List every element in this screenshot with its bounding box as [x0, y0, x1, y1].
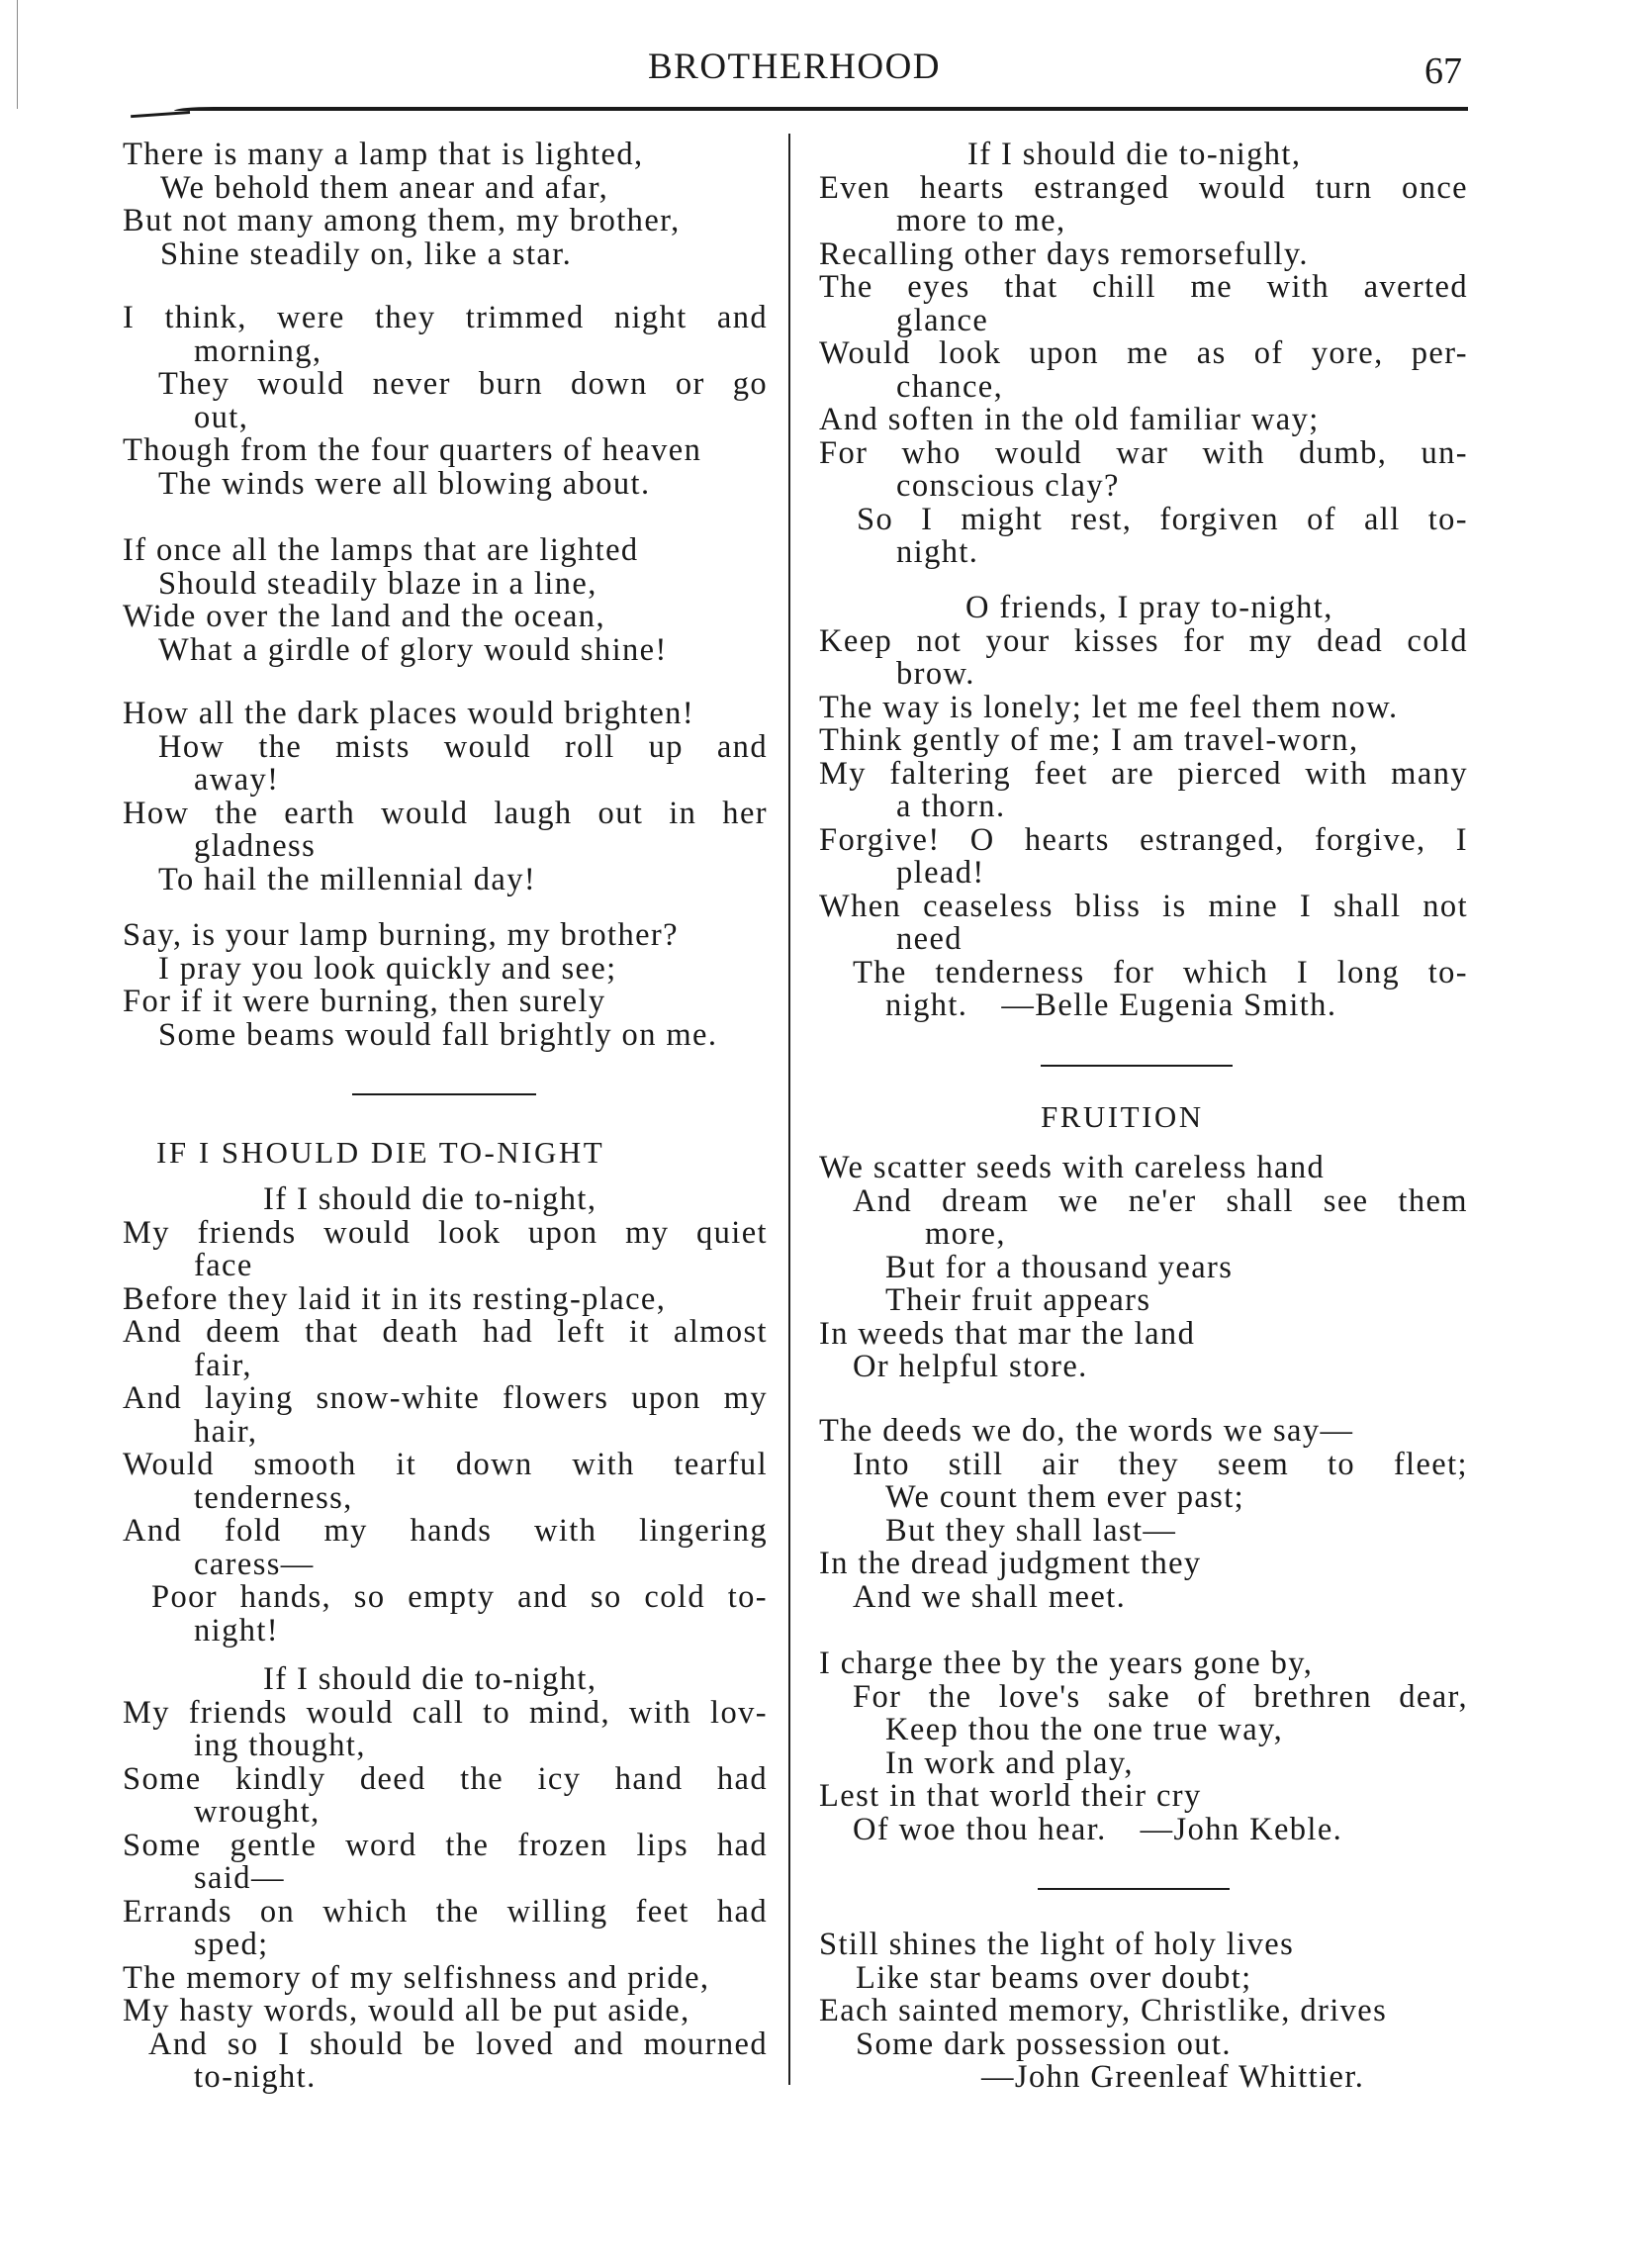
- verse-text: The way is lonely; let me feel them now.: [819, 689, 1399, 725]
- verse-text: said—: [194, 1860, 285, 1896]
- verse-text: But not many among them, my brother,: [123, 203, 681, 238]
- verse-line: [819, 724, 1468, 758]
- verse-text: Some dark possession out.: [856, 2025, 1232, 2062]
- verse-text: Keep thou the one true way,: [885, 1712, 1284, 1747]
- verse-text: Should steadily blaze in a line,: [158, 565, 597, 602]
- verse-text: How the mists would roll up and: [158, 730, 768, 764]
- verse-text: And so I should be loved and mourned: [148, 2027, 768, 2061]
- verse-line: [819, 504, 1468, 537]
- verse-text: Would look upon me as of yore, per-: [819, 337, 1468, 371]
- verse-line: [123, 1016, 768, 1053]
- poem-title-if-i-should-die: IF I SHOULD DIE TO-NIGHT: [156, 1135, 605, 1170]
- verse-line: [123, 1382, 768, 1416]
- verse-line: [819, 625, 1468, 659]
- verse-line: [819, 172, 1468, 206]
- stanza: [819, 1152, 1468, 1384]
- section-rule: [1041, 1065, 1233, 1067]
- verse-text: But they shall last—: [885, 1512, 1177, 1549]
- verse-line: [123, 1217, 768, 1251]
- verse-text: In weeds that mar the land: [819, 1315, 1196, 1352]
- poem-attribution: —John Keble.: [1140, 1811, 1343, 1847]
- verse-text: Think gently of me; I am travel-worn,: [819, 722, 1359, 758]
- stanza: [123, 919, 768, 1052]
- section-rule: [352, 1093, 536, 1095]
- verse-text: conscious clay?: [896, 468, 1120, 504]
- verse-text: For the love's sake of brethren dear,: [853, 1680, 1468, 1714]
- verse-text: night!: [194, 1612, 280, 1649]
- verse-line: [123, 1896, 768, 1930]
- verse-line: [123, 986, 768, 1019]
- verse-text: The eyes that chill me with averted: [819, 271, 1468, 305]
- verse-text: And we shall meet.: [853, 1578, 1127, 1615]
- verse-text: Keep not your kisses for my dead cold: [819, 624, 1468, 658]
- verse-text: And laying snow-white flowers upon my: [123, 1382, 768, 1416]
- verse-line: [819, 658, 1468, 692]
- verse-text: glance: [896, 302, 989, 338]
- stanza: [819, 139, 1468, 570]
- verse-text: My hasty words, would all be put aside,: [123, 1993, 690, 2028]
- verse-text: Into still air they seem to fleet;: [853, 1448, 1468, 1481]
- stanza: [123, 1183, 768, 1648]
- verse-line: [819, 824, 1468, 858]
- verse-text: hair,: [194, 1413, 258, 1450]
- verse-text: If I should die to-night,: [263, 1661, 597, 1697]
- header-rule: [174, 107, 1468, 111]
- verse-line: [819, 923, 1468, 957]
- verse-text: But for a thousand years: [885, 1249, 1234, 1285]
- verse-line: [123, 1697, 768, 1731]
- running-header-title: BROTHERHOOD: [647, 47, 942, 87]
- verse-line: [123, 798, 768, 831]
- verse-line: [819, 1315, 1468, 1352]
- verse-text: Though from the four quarters of heaven: [123, 432, 702, 468]
- verse-line: [819, 1681, 1468, 1715]
- verse-text: To hail the millennial day!: [158, 861, 537, 897]
- verse-line: [123, 1830, 768, 1863]
- verse-line: [123, 919, 768, 953]
- verse-line: [123, 1796, 768, 1830]
- verse-line: [819, 1449, 1468, 1482]
- verse-line: [123, 631, 768, 668]
- verse-line: [819, 1512, 1468, 1549]
- verse-text: The deeds we do, the words we say—: [819, 1413, 1354, 1449]
- verse-text: ing thought,: [194, 1728, 366, 1763]
- verse-text: out,: [194, 399, 249, 435]
- verse-text: The tenderness for which I long to-: [853, 956, 1468, 989]
- stanza: [123, 698, 768, 896]
- verse-text: need: [896, 921, 963, 957]
- verse-text: to-night.: [194, 2059, 317, 2095]
- verse-line: [819, 1284, 1468, 1318]
- verse-text: Some gentle word the frozen lips had: [123, 1829, 768, 1862]
- verse-line: [819, 1185, 1468, 1219]
- verse-line: [819, 791, 1468, 824]
- verse-line: [123, 1862, 768, 1896]
- verse-text: gladness: [194, 828, 317, 864]
- verse-line: [123, 601, 768, 634]
- verse-line: [819, 205, 1468, 238]
- verse-text: When ceaseless bliss is mine I shall not: [819, 890, 1468, 923]
- verse-line: [819, 1811, 1468, 1847]
- verse-line: [123, 830, 768, 864]
- stanza: [819, 1929, 1468, 2095]
- verse-text: There is many a lamp that is lighted,: [123, 137, 644, 172]
- verse-text: tenderness,: [194, 1479, 353, 1516]
- verse-text: Lest in that world their cry: [819, 1778, 1202, 1814]
- verse-line: [819, 891, 1468, 924]
- verse-text: They would never burn down or go: [158, 368, 768, 402]
- header-rule-flourish: [131, 111, 190, 118]
- verse-line: [819, 337, 1468, 371]
- verse-text: The memory of my selfishness and pride,: [123, 1959, 710, 1996]
- verse-text: And deem that death had left it almost: [123, 1316, 768, 1350]
- verse-line: [123, 1449, 768, 1482]
- verse-text: face: [194, 1248, 253, 1283]
- verse-line: [123, 1413, 768, 1450]
- verse-text: caress—: [194, 1546, 315, 1582]
- verse-text: Or helpful store.: [853, 1349, 1088, 1384]
- verse-line: [123, 731, 768, 765]
- verse-line: [819, 1744, 1468, 1781]
- verse-text: fair,: [194, 1347, 252, 1383]
- verse-line: [123, 1995, 768, 2028]
- verse-line: [123, 534, 768, 568]
- verse-text: Before they laid it in its resting-place,: [123, 1280, 667, 1317]
- verse-line: [123, 1730, 768, 1763]
- verse-line: [819, 989, 1468, 1023]
- verse-line: [819, 1929, 1468, 1962]
- verse-line: [123, 861, 768, 897]
- verse-line: [123, 698, 768, 731]
- verse-line: [123, 1347, 768, 1383]
- verse-line: [819, 592, 1468, 625]
- verse-line: [123, 1929, 768, 1962]
- verse-line: [819, 1578, 1468, 1615]
- verse-line: [123, 399, 768, 435]
- column-divider: [788, 134, 790, 2085]
- verse-line: [123, 332, 768, 369]
- verse-line: [123, 1316, 768, 1350]
- verse-text: For if it were burning, then surely: [123, 984, 606, 1019]
- verse-text: For who would war with dumb, un-: [819, 436, 1468, 470]
- verse-line: [123, 2028, 768, 2062]
- verse-text: Shine steadily on, like a star.: [160, 236, 573, 272]
- verse-text: Errands on which the willing feet had: [123, 1895, 768, 1929]
- stanza: [819, 1648, 1468, 1846]
- verse-text: Some beams would fall brightly on me.: [158, 1016, 718, 1053]
- verse-line: [819, 470, 1468, 504]
- verse-line: [123, 565, 768, 602]
- verse-text: And soften in the old familiar way;: [819, 402, 1320, 437]
- verse-text: Each sainted memory, Christlike, drives: [819, 1993, 1388, 2028]
- verse-text: And dream we ne'er shall see them: [853, 1184, 1468, 1218]
- verse-text: Of woe thou hear.: [853, 1811, 1107, 1847]
- verse-text: I charge thee by the years gone by,: [819, 1646, 1314, 1681]
- verse-line: [123, 1546, 768, 1582]
- verse-line: [123, 1763, 768, 1797]
- verse-text: The winds were all blowing about.: [158, 465, 651, 502]
- verse-line: [819, 368, 1468, 405]
- verse-line: [819, 302, 1468, 338]
- verse-line: [123, 2061, 768, 2095]
- verse-line: [123, 1183, 768, 1217]
- verse-line: [123, 238, 768, 272]
- verse-text: Their fruit appears: [885, 1282, 1151, 1318]
- section-rule: [1038, 1888, 1230, 1890]
- verse-line: [123, 1515, 768, 1549]
- verse-text: So I might rest, forgiven of all to-: [857, 503, 1468, 536]
- poem-attribution: —John Greenleaf Whittier.: [981, 2059, 1365, 2095]
- verse-text: chance,: [896, 368, 1004, 405]
- verse-line: [819, 1995, 1468, 2028]
- verse-line: [123, 1581, 768, 1615]
- verse-line: [123, 1250, 768, 1283]
- verse-line: [819, 758, 1468, 792]
- stanza: [123, 1663, 768, 2095]
- verse-text: And fold my hands with lingering: [123, 1515, 768, 1549]
- verse-text: night.: [896, 534, 979, 570]
- verse-line: [123, 1280, 768, 1317]
- verse-line: [123, 302, 768, 335]
- verse-line: [819, 957, 1468, 990]
- verse-line: [819, 1780, 1468, 1814]
- verse-line: [819, 271, 1468, 305]
- verse-text: I pray you look quickly and see;: [158, 950, 617, 987]
- verse-text: plead!: [896, 855, 985, 891]
- verse-line: [819, 437, 1468, 471]
- verse-text: Some kindly deed the icy hand had: [123, 1762, 768, 1796]
- verse-text: How all the dark places would brighten!: [123, 696, 695, 731]
- verse-text: morning,: [194, 332, 322, 369]
- verse-line: [123, 205, 768, 238]
- verse-line: [819, 857, 1468, 891]
- verse-line: [819, 238, 1468, 272]
- verse-line: [819, 404, 1468, 437]
- verse-line: [819, 1249, 1468, 1285]
- verse-text: more,: [925, 1216, 1006, 1252]
- verse-text: We behold them anear and afar,: [160, 169, 609, 206]
- verse-text: Like star beams over doubt;: [856, 1959, 1252, 1996]
- verse-text: sped;: [194, 1927, 269, 1962]
- verse-text: Would smooth it down with tearful: [123, 1449, 768, 1482]
- verse-text: wrought,: [194, 1794, 321, 1830]
- page-number: 67: [1424, 50, 1462, 92]
- verse-line: [819, 1351, 1468, 1384]
- stanza: [819, 592, 1468, 1023]
- verse-text: Even hearts estranged would turn once: [819, 171, 1468, 205]
- verse-line: [123, 1959, 768, 1996]
- verse-line: [819, 689, 1468, 725]
- verse-text: Say, is your lamp burning, my brother?: [123, 917, 679, 953]
- verse-text: In work and play,: [885, 1744, 1134, 1781]
- verse-line: [819, 1548, 1468, 1581]
- verse-line: [819, 1152, 1468, 1185]
- poem-attribution: —Belle Eugenia Smith.: [1001, 988, 1337, 1023]
- stanza: [123, 302, 768, 501]
- verse-text: Forgive! O hearts estranged, forgive, I: [819, 823, 1468, 857]
- verse-text: If I should die to-night,: [263, 1181, 597, 1217]
- verse-text: Still shines the light of holy lives: [819, 1927, 1295, 1962]
- verse-text: Wide over the land and the ocean,: [123, 599, 605, 634]
- verse-line: [123, 368, 768, 402]
- verse-line: [123, 1663, 768, 1697]
- verse-line: [819, 536, 1468, 570]
- verse-line: [819, 1648, 1468, 1681]
- verse-line: [123, 139, 768, 172]
- verse-text: My friends would call to mind, with lov-: [123, 1696, 768, 1730]
- verse-text: My faltering feet are pierced with many: [819, 757, 1468, 791]
- verse-text: more to me,: [896, 203, 1066, 238]
- verse-line: [819, 1415, 1468, 1449]
- verse-text: If I should die to-night,: [967, 137, 1302, 172]
- verse-text: Poor hands, so empty and so cold to-: [151, 1581, 768, 1615]
- verse-text: We scatter seeds with careless hand: [819, 1150, 1326, 1185]
- verse-text: a thorn.: [896, 789, 1006, 824]
- verse-text: How the earth would laugh out in her: [123, 797, 768, 830]
- stanza: [123, 139, 768, 271]
- verse-line: [123, 434, 768, 468]
- verse-line: [819, 139, 1468, 172]
- verse-text: If once all the lamps that are lighted: [123, 532, 639, 568]
- verse-line: [819, 1481, 1468, 1515]
- verse-text: away!: [194, 762, 280, 798]
- verse-text: O friends, I pray to-night,: [965, 590, 1333, 625]
- verse-text: I think, were they trimmed night and: [123, 302, 768, 335]
- verse-line: [123, 1479, 768, 1516]
- stanza: [123, 534, 768, 667]
- verse-text: What a girdle of glory would shine!: [158, 631, 668, 668]
- verse-text: Recalling other days remorsefully.: [819, 236, 1309, 272]
- verse-line: [123, 764, 768, 798]
- stanza: [819, 1415, 1468, 1614]
- verse-text: night.: [885, 988, 968, 1023]
- verse-line: [819, 2025, 1468, 2062]
- verse-text: We count them ever past;: [885, 1479, 1245, 1515]
- verse-text: brow.: [896, 656, 975, 692]
- poem-title-fruition: FRUITION: [1041, 1099, 1204, 1134]
- verse-line: [123, 950, 768, 987]
- verse-line: [819, 1714, 1468, 1747]
- verse-line: [123, 1612, 768, 1649]
- verse-text: My friends would look upon my quiet: [123, 1216, 768, 1250]
- verse-line: [819, 1218, 1468, 1252]
- verse-line: [123, 465, 768, 502]
- verse-text: In the dread judgment they: [819, 1546, 1202, 1581]
- verse-line: [123, 169, 768, 206]
- verse-line: [819, 1959, 1468, 1996]
